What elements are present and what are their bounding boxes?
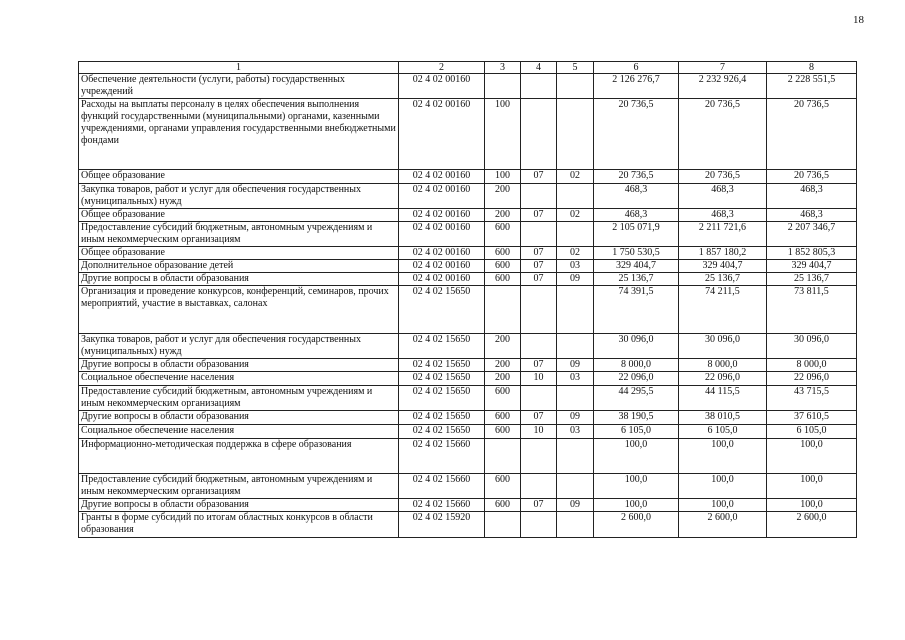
row-subsection: [557, 184, 594, 209]
row-code: 02 4 02 00160: [399, 222, 485, 247]
col-header: 6: [594, 62, 679, 74]
row-section: [521, 286, 557, 334]
row-amount-6: 20 736,5: [594, 170, 679, 184]
row-subsection: [557, 334, 594, 359]
table-row: [79, 386, 857, 411]
row-code: 02 4 02 15650: [399, 425, 485, 439]
row-name: Общее образование: [79, 170, 399, 184]
row-expense-type: 200: [485, 359, 521, 372]
row-expense-type: 100: [485, 170, 521, 184]
row-amount-8: 22 096,0: [767, 372, 857, 386]
row-amount-8: 73 811,5: [767, 286, 857, 334]
row-code: 02 4 02 00160: [399, 74, 485, 99]
row-expense-type: 600: [485, 260, 521, 273]
row-section: 07: [521, 411, 557, 425]
row-amount-8: 100,0: [767, 439, 857, 474]
table-row: [79, 170, 857, 184]
table-row: [79, 359, 857, 372]
row-amount-7: 329 404,7: [679, 260, 767, 273]
row-amount-8: 100,0: [767, 474, 857, 499]
row-amount-6: 2 600,0: [594, 512, 679, 538]
row-subsection: [557, 439, 594, 474]
row-code: 02 4 02 15660: [399, 439, 485, 474]
row-expense-type: 600: [485, 411, 521, 425]
row-name: Дополнительное образование детей: [79, 260, 399, 273]
row-subsection: 03: [557, 425, 594, 439]
row-code: 02 4 02 00160: [399, 247, 485, 260]
row-expense-type: [485, 286, 521, 334]
table-row: [79, 222, 857, 247]
row-section: 10: [521, 425, 557, 439]
row-amount-8: 20 736,5: [767, 99, 857, 170]
row-amount-8: 37 610,5: [767, 411, 857, 425]
row-amount-6: 468,3: [594, 209, 679, 222]
row-subsection: 09: [557, 273, 594, 286]
row-expense-type: [485, 512, 521, 538]
row-subsection: 03: [557, 372, 594, 386]
row-amount-7: 38 010,5: [679, 411, 767, 425]
row-name: Другие вопросы в области образования: [79, 273, 399, 286]
row-expense-type: 600: [485, 386, 521, 411]
row-amount-8: 468,3: [767, 184, 857, 209]
row-code: 02 4 02 15650: [399, 411, 485, 425]
row-name: Гранты в форме субсидий по итогам областных конкурсов в области образования: [79, 512, 399, 538]
table-row: [79, 247, 857, 260]
row-subsection: 09: [557, 411, 594, 425]
row-amount-8: 2 228 551,5: [767, 74, 857, 99]
row-subsection: 02: [557, 209, 594, 222]
row-section: 07: [521, 209, 557, 222]
row-name: Социальное обеспечение населения: [79, 425, 399, 439]
col-header: 4: [521, 62, 557, 74]
row-amount-6: 74 391,5: [594, 286, 679, 334]
row-expense-type: 100: [485, 99, 521, 170]
row-name: Общее образование: [79, 247, 399, 260]
row-section: 10: [521, 372, 557, 386]
table-row: [79, 372, 857, 386]
page-number: 18: [853, 14, 864, 26]
row-amount-7: 468,3: [679, 209, 767, 222]
row-amount-7: 2 211 721,6: [679, 222, 767, 247]
row-section: [521, 334, 557, 359]
table-row: [79, 512, 857, 538]
row-amount-7: 100,0: [679, 439, 767, 474]
row-amount-6: 2 126 276,7: [594, 74, 679, 99]
col-header: 2: [399, 62, 485, 74]
row-subsection: [557, 286, 594, 334]
row-amount-6: 2 105 071,9: [594, 222, 679, 247]
row-amount-8: 2 207 346,7: [767, 222, 857, 247]
row-amount-7: 8 000,0: [679, 359, 767, 372]
col-header: 5: [557, 62, 594, 74]
row-amount-8: 100,0: [767, 499, 857, 512]
row-amount-6: 329 404,7: [594, 260, 679, 273]
row-amount-7: 20 736,5: [679, 170, 767, 184]
row-subsection: [557, 99, 594, 170]
row-section: [521, 74, 557, 99]
row-code: 02 4 02 15660: [399, 499, 485, 512]
row-expense-type: 600: [485, 273, 521, 286]
table-row: [79, 99, 857, 170]
row-expense-type: 200: [485, 184, 521, 209]
budget-table: [78, 61, 857, 538]
col-header: 3: [485, 62, 521, 74]
row-name: Закупка товаров, работ и услуг для обеспечения государственных (муниципальных) нужд: [79, 184, 399, 209]
row-subsection: [557, 512, 594, 538]
row-code: 02 4 02 00160: [399, 170, 485, 184]
row-amount-8: 2 600,0: [767, 512, 857, 538]
row-section: [521, 512, 557, 538]
row-amount-8: 329 404,7: [767, 260, 857, 273]
row-section: 07: [521, 359, 557, 372]
row-amount-6: 100,0: [594, 439, 679, 474]
row-amount-8: 20 736,5: [767, 170, 857, 184]
row-amount-6: 100,0: [594, 474, 679, 499]
col-header: 7: [679, 62, 767, 74]
row-subsection: 02: [557, 170, 594, 184]
row-amount-8: 30 096,0: [767, 334, 857, 359]
row-name: Другие вопросы в области образования: [79, 359, 399, 372]
row-code: 02 4 02 00160: [399, 184, 485, 209]
row-section: 07: [521, 273, 557, 286]
col-header: 8: [767, 62, 857, 74]
row-amount-7: 6 105,0: [679, 425, 767, 439]
row-section: [521, 439, 557, 474]
table-row: [79, 499, 857, 512]
row-section: [521, 386, 557, 411]
row-expense-type: 600: [485, 222, 521, 247]
row-name: Организация и проведение конкурсов, конференций, семинаров, прочих мероприятий, участие в выставках, салонах: [79, 286, 399, 334]
row-amount-8: 6 105,0: [767, 425, 857, 439]
row-name: Предоставление субсидий бюджетным, автономным учреждениям и иным некоммерческим организациям: [79, 222, 399, 247]
row-amount-6: 22 096,0: [594, 372, 679, 386]
row-code: 02 4 02 00160: [399, 99, 485, 170]
table-row: [79, 184, 857, 209]
row-subsection: [557, 386, 594, 411]
row-amount-6: 25 136,7: [594, 273, 679, 286]
row-code: 02 4 02 15660: [399, 474, 485, 499]
row-section: [521, 222, 557, 247]
row-code: 02 4 02 15650: [399, 286, 485, 334]
row-name: Предоставление субсидий бюджетным, автономным учреждениям и иным некоммерческим организациям: [79, 474, 399, 499]
row-section: 07: [521, 499, 557, 512]
row-name: Другие вопросы в области образования: [79, 411, 399, 425]
row-amount-6: 8 000,0: [594, 359, 679, 372]
row-amount-7: 22 096,0: [679, 372, 767, 386]
row-expense-type: 600: [485, 247, 521, 260]
row-amount-8: 1 852 805,3: [767, 247, 857, 260]
row-amount-7: 2 232 926,4: [679, 74, 767, 99]
row-subsection: 02: [557, 247, 594, 260]
row-expense-type: 600: [485, 474, 521, 499]
row-section: 07: [521, 247, 557, 260]
row-code: 02 4 02 00160: [399, 260, 485, 273]
row-amount-6: 30 096,0: [594, 334, 679, 359]
table-row: [79, 260, 857, 273]
table-row: [79, 74, 857, 99]
row-subsection: [557, 474, 594, 499]
row-amount-6: 6 105,0: [594, 425, 679, 439]
row-amount-6: 38 190,5: [594, 411, 679, 425]
row-code: 02 4 02 15650: [399, 334, 485, 359]
row-amount-7: 2 600,0: [679, 512, 767, 538]
row-amount-7: 100,0: [679, 474, 767, 499]
table-row: [79, 286, 857, 334]
table-row: [79, 334, 857, 359]
row-name: Предоставление субсидий бюджетным, автономным учреждениям и иным некоммерческим организациям: [79, 386, 399, 411]
row-name: Социальное обеспечение населения: [79, 372, 399, 386]
row-name: Общее образование: [79, 209, 399, 222]
row-name: Расходы на выплаты персоналу в целях обеспечения выполнения функций государственными (муниципальными) органами, казенными учреждениями, органами управления государственными внебюджетными фондами: [79, 99, 399, 170]
row-code: 02 4 02 00160: [399, 273, 485, 286]
row-amount-6: 100,0: [594, 499, 679, 512]
row-name: Информационно-методическая поддержка в сфере образования: [79, 439, 399, 474]
row-section: 07: [521, 260, 557, 273]
row-expense-type: [485, 74, 521, 99]
row-code: 02 4 02 00160: [399, 209, 485, 222]
table-row: [79, 474, 857, 499]
row-amount-8: 468,3: [767, 209, 857, 222]
table-row: [79, 425, 857, 439]
row-code: 02 4 02 15650: [399, 372, 485, 386]
row-amount-7: 20 736,5: [679, 99, 767, 170]
row-code: 02 4 02 15650: [399, 386, 485, 411]
row-subsection: [557, 222, 594, 247]
row-amount-7: 30 096,0: [679, 334, 767, 359]
col-header: 1: [79, 62, 399, 74]
row-amount-7: 468,3: [679, 184, 767, 209]
row-amount-6: 20 736,5: [594, 99, 679, 170]
row-expense-type: 200: [485, 334, 521, 359]
row-expense-type: 200: [485, 372, 521, 386]
row-name: Другие вопросы в области образования: [79, 499, 399, 512]
row-section: 07: [521, 170, 557, 184]
table-row: [79, 273, 857, 286]
row-section: [521, 99, 557, 170]
row-expense-type: 600: [485, 425, 521, 439]
row-section: [521, 184, 557, 209]
row-amount-8: 8 000,0: [767, 359, 857, 372]
row-name: Закупка товаров, работ и услуг для обеспечения государственных (муниципальных) нужд: [79, 334, 399, 359]
row-amount-8: 43 715,5: [767, 386, 857, 411]
row-amount-7: 74 211,5: [679, 286, 767, 334]
header-row: [79, 62, 857, 74]
row-amount-7: 44 115,5: [679, 386, 767, 411]
row-subsection: 09: [557, 359, 594, 372]
row-code: 02 4 02 15650: [399, 359, 485, 372]
row-amount-7: 1 857 180,2: [679, 247, 767, 260]
row-amount-8: 25 136,7: [767, 273, 857, 286]
row-expense-type: 200: [485, 209, 521, 222]
row-amount-6: 468,3: [594, 184, 679, 209]
row-amount-7: 25 136,7: [679, 273, 767, 286]
row-expense-type: [485, 439, 521, 474]
row-section: [521, 474, 557, 499]
row-subsection: 03: [557, 260, 594, 273]
table-row: [79, 411, 857, 425]
row-amount-6: 44 295,5: [594, 386, 679, 411]
row-subsection: [557, 74, 594, 99]
table-row: [79, 209, 857, 222]
row-name: Обеспечение деятельности (услуги, работы) государственных учреждений: [79, 74, 399, 99]
row-amount-7: 100,0: [679, 499, 767, 512]
row-code: 02 4 02 15920: [399, 512, 485, 538]
table-row: [79, 439, 857, 474]
row-subsection: 09: [557, 499, 594, 512]
row-expense-type: 600: [485, 499, 521, 512]
row-amount-6: 1 750 530,5: [594, 247, 679, 260]
